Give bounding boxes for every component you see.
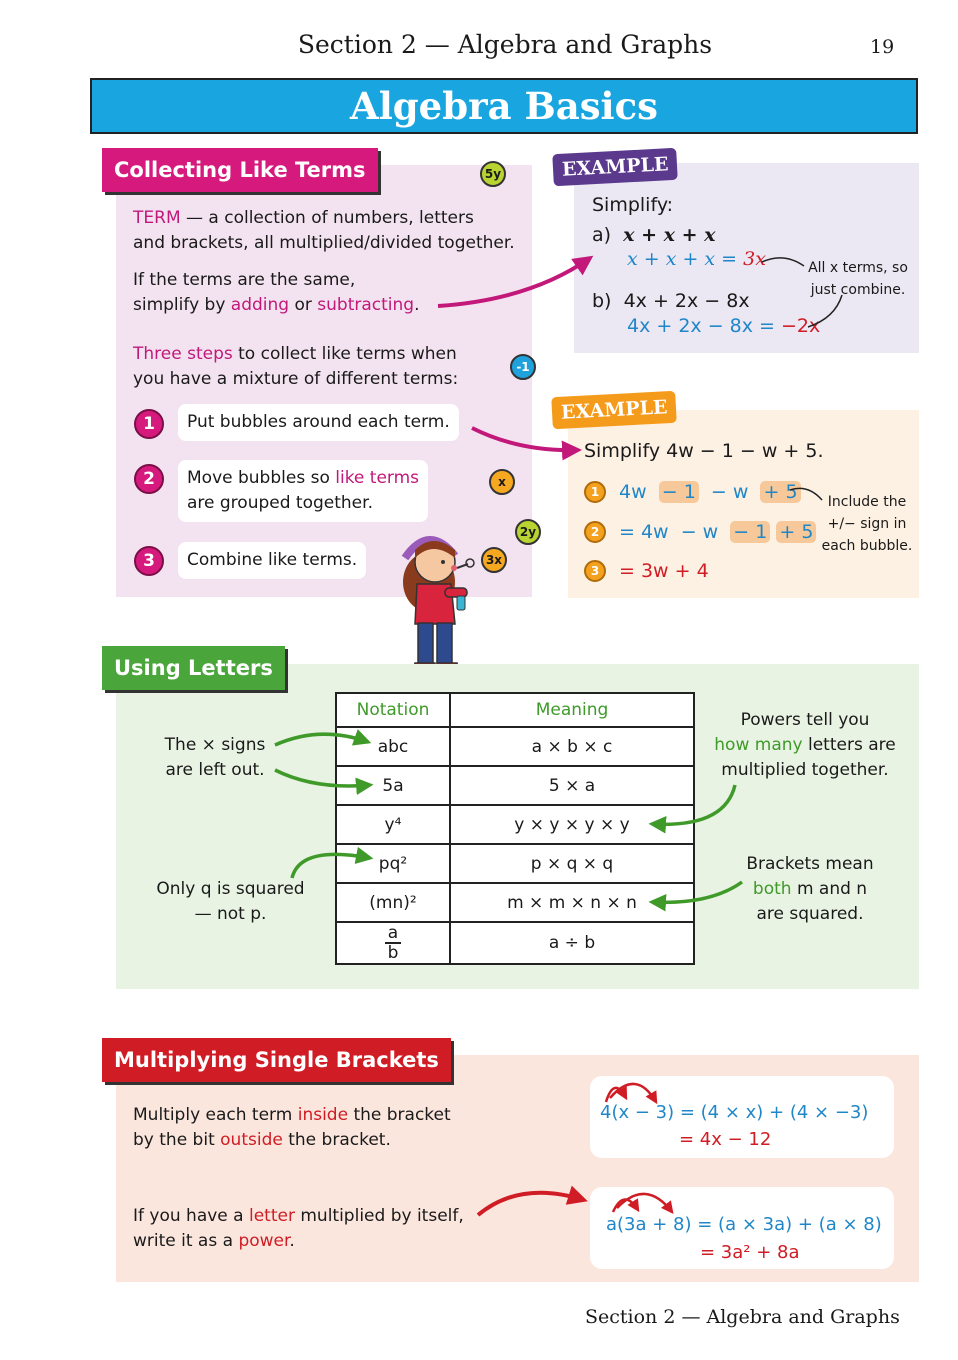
letter-power-text: If you have a letter multiplied by itself, write it as a power. <box>133 1206 464 1251</box>
table-row <box>336 727 694 766</box>
notation-cell: pq² <box>336 844 450 883</box>
step-1-number: 1 <box>134 409 164 439</box>
example-2-step-3: 3 <box>584 560 606 582</box>
meaning-cell: p × q × q <box>450 844 694 883</box>
notation-cell: 5a <box>336 766 450 805</box>
brackets-note: Brackets mean both m and n are squared. <box>746 854 874 924</box>
example-2-question: Simplify 4w − 1 − w + 5. <box>584 440 824 462</box>
girl-illustration <box>385 518 485 678</box>
x-signs-note: The × signs are left out. <box>164 735 266 780</box>
notation-cell: (mn)² <box>336 883 450 922</box>
example-1b: b) 4x + 2x − 8x <box>592 290 750 312</box>
letters-tag: Using Letters <box>102 646 285 690</box>
step-3-number: 3 <box>134 546 164 576</box>
q-squared-note: Only q is squared — not p. <box>156 879 305 924</box>
table-row <box>336 844 694 883</box>
notation-cell-fraction <box>336 922 450 964</box>
calc-2-line-1: a(3a + 8) = (a × 3a) + (a × 8) <box>606 1214 882 1235</box>
calc-1-line-1: 4(x − 3) = (4 × x) + (4 × −3) <box>600 1102 869 1123</box>
meaning-cell: 5 × a <box>450 766 694 805</box>
example-1b-answer: 4x + 2x − 8x = −2x <box>627 315 821 337</box>
step-1-text: Put bubbles around each term. <box>178 404 459 441</box>
step-3-text: Combine like terms. <box>178 542 366 579</box>
example-1a-answer: x + x + x = 3x <box>627 248 766 270</box>
meaning-cell: a ÷ b <box>450 922 694 964</box>
powers-note: Powers tell you how many letters are multiplied together. <box>714 710 896 780</box>
step-2-text: Move bubbles so like terms are grouped together. <box>178 460 428 522</box>
example-2-row-3: = 3w + 4 <box>619 560 709 582</box>
meaning-header: Meaning <box>450 693 694 727</box>
notation-cell: y⁴ <box>336 805 450 844</box>
brackets-tag: Multiplying Single Brackets <box>102 1038 451 1082</box>
bubble-5y: 5y <box>480 161 506 187</box>
meaning-cell: m × m × n × n <box>450 883 694 922</box>
example-1a: a) x + x + x <box>592 224 716 246</box>
example-1-note: All x terms, so just combine. <box>808 260 908 298</box>
notation-table <box>335 692 695 965</box>
meaning-cell: y × y × y × y <box>450 805 694 844</box>
bubble-2y: 2y <box>515 519 541 545</box>
multiply-each-text: Multiply each term inside the bracket by the bit outside the bracket. <box>133 1105 451 1150</box>
calc-1-line-2: = 4x − 12 <box>679 1129 772 1150</box>
meaning-cell: a × b × c <box>450 727 694 766</box>
example-1-simplify: Simplify: <box>592 194 674 216</box>
table-row <box>336 883 694 922</box>
collecting-tag: Collecting Like Terms <box>102 148 378 192</box>
example-2-note: Include the +/− sign in each bubble. <box>821 494 913 554</box>
example-2-row-2: = 4w − w − 1 + 5 <box>619 519 816 545</box>
example-1-tag: EXAMPLE <box>552 148 678 186</box>
page-banner: Algebra Basics <box>90 78 918 134</box>
example-2-step-1: 1 <box>584 481 606 503</box>
fraction-numerator: a <box>385 924 401 944</box>
table-row <box>336 805 694 844</box>
table-row <box>336 766 694 805</box>
bubble-x: x <box>489 469 515 495</box>
example-2-step-2: 2 <box>584 521 606 543</box>
step-2-number: 2 <box>134 464 164 494</box>
fraction-denominator: b <box>387 943 399 963</box>
term-definition: TERM — a collection of numbers, letters and brackets, all multiplied/divided together. <box>133 208 515 253</box>
same-terms-text: If the terms are the same, simplify by adding or subtracting. <box>133 270 420 315</box>
calc-2-line-2: = 3a² + 8a <box>700 1242 800 1263</box>
notation-header: Notation <box>336 693 450 727</box>
table-header-row <box>336 693 694 727</box>
term-word: TERM <box>133 208 181 228</box>
example-2-tag: EXAMPLE <box>551 391 677 429</box>
example-2-row-1: 4w − 1 − w + 5 <box>619 479 801 505</box>
footer-section-title: Section 2 — Algebra and Graphs <box>585 1306 900 1328</box>
three-steps-text: Three steps to collect like terms when you have a mixture of different terms: <box>133 344 459 389</box>
table-row <box>336 922 694 964</box>
section-title: Section 2 — Algebra and Graphs <box>297 30 713 59</box>
bubble-3x: 3x <box>481 547 507 573</box>
notation-cell: abc <box>336 727 450 766</box>
bubble-minus-1: -1 <box>510 354 536 380</box>
page-number: 19 <box>870 36 895 58</box>
